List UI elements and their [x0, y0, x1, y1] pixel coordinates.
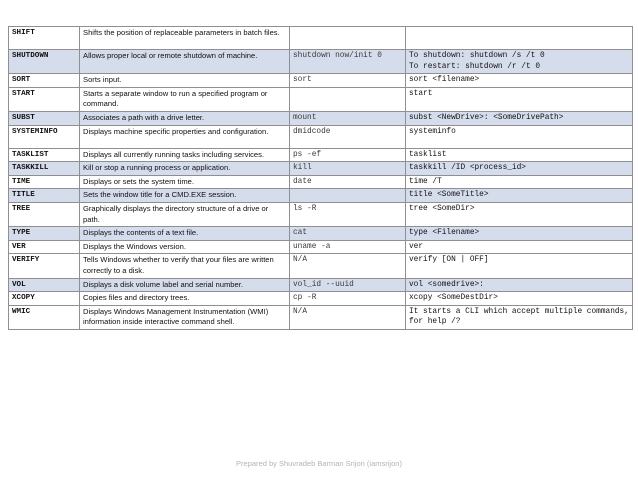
windows-usage-cell — [406, 202, 633, 226]
command-name-cell: TITLE — [9, 189, 80, 203]
command-description-cell: Allows proper local or remote shutdown of machine. — [80, 50, 290, 74]
windows-usage-line: start — [409, 89, 433, 98]
windows-usage-cell — [406, 305, 633, 329]
unix-equivalent-cell: date — [290, 175, 406, 189]
windows-usage-cell — [406, 292, 633, 306]
windows-usage-cell — [406, 240, 633, 254]
windows-usage-cell — [406, 254, 633, 278]
table-row — [9, 292, 633, 306]
unix-equivalent-cell: cat — [290, 227, 406, 241]
command-name-cell: SORT — [9, 74, 80, 88]
windows-usage-line: type <Filename> — [409, 229, 480, 238]
unix-equivalent-cell — [290, 27, 406, 50]
command-name-cell: TIME — [9, 175, 80, 189]
table-row — [9, 305, 633, 329]
windows-usage-cell — [406, 125, 633, 148]
command-name-cell: TASKKILL — [9, 162, 80, 176]
unix-equivalent-cell: uname -a — [290, 240, 406, 254]
unix-equivalent-cell: N/A — [290, 254, 406, 278]
windows-usage-line: To shutdown: shutdown /s /t 0 — [409, 52, 545, 60]
command-description-cell: Tells Windows whether to verify that your files are written correctly to a disk. — [80, 254, 290, 278]
table-row — [9, 254, 633, 278]
windows-usage-line: tree <SomeDir> — [409, 204, 475, 213]
unix-equivalent-cell — [290, 87, 406, 111]
unix-equivalent-cell: dmidcode — [290, 125, 406, 148]
command-description-cell: Sets the window title for a CMD.EXE session. — [80, 189, 290, 203]
table-row — [9, 27, 633, 50]
windows-usage-line: taskkill /ID <process_id> — [409, 164, 526, 173]
windows-usage-line: sort <filename> — [409, 76, 480, 85]
command-description-cell: Starts a separate window to run a specified program or command. — [80, 87, 290, 111]
command-name-cell: TYPE — [9, 227, 80, 241]
windows-usage-line: title <SomeTitle> — [409, 191, 489, 200]
table-row — [9, 125, 633, 148]
command-description-cell: Associates a path with a drive letter. — [80, 111, 290, 125]
command-name-cell: TASKLIST — [9, 148, 80, 162]
command-name-cell: SHUTDOWN — [9, 50, 80, 74]
windows-usage-cell — [406, 227, 633, 241]
command-description-cell: Displays machine specific properties and configuration. — [80, 125, 290, 148]
table-row — [9, 189, 633, 203]
command-name-cell: TREE — [9, 202, 80, 226]
command-name-cell: VOL — [9, 278, 80, 292]
unix-equivalent-cell: kill — [290, 162, 406, 176]
windows-usage-cell — [406, 27, 633, 50]
command-name-cell: VER — [9, 240, 80, 254]
command-description-cell: Displays or sets the system time. — [80, 175, 290, 189]
windows-usage-cell — [406, 50, 633, 74]
command-description-cell: Displays the Windows version. — [80, 240, 290, 254]
unix-equivalent-cell: shutdown now/init 0 — [290, 50, 406, 74]
table-row — [9, 148, 633, 162]
windows-usage-cell — [406, 87, 633, 111]
table-row — [9, 111, 633, 125]
footer-credit: Prepared by Shuvradeb Barman Srijon (iamsrijon) — [236, 459, 402, 468]
windows-usage-line: verify [ON | OFF] — [409, 256, 489, 265]
unix-equivalent-cell — [290, 189, 406, 203]
table-row — [9, 162, 633, 176]
command-description-cell: Graphically displays the directory structure of a drive or path. — [80, 202, 290, 226]
command-description-cell: Displays the contents of a text file. — [80, 227, 290, 241]
windows-usage-line: subst <NewDrive>: <SomeDrivePath> — [409, 113, 564, 122]
command-name-cell: VERIFY — [9, 254, 80, 278]
windows-usage-line: systeminfo — [409, 127, 456, 136]
command-name-cell: WMIC — [9, 305, 80, 329]
table-row — [9, 74, 633, 88]
command-table — [8, 26, 633, 330]
table-row — [9, 87, 633, 111]
windows-usage-cell — [406, 189, 633, 203]
unix-equivalent-cell: ls -R — [290, 202, 406, 226]
table-row — [9, 50, 633, 74]
command-description-cell: Kill or stop a running process or application. — [80, 162, 290, 176]
table-row — [9, 175, 633, 189]
unix-equivalent-cell: ps -ef — [290, 148, 406, 162]
windows-usage-cell — [406, 74, 633, 88]
windows-usage-cell — [406, 278, 633, 292]
windows-usage-line: time /T — [409, 177, 442, 186]
windows-usage-line: ver — [409, 242, 424, 251]
command-name-cell: SYSTEMINFO — [9, 125, 80, 148]
unix-equivalent-cell: mount — [290, 111, 406, 125]
command-name-cell: SHIFT — [9, 27, 80, 50]
command-name-cell: SUBST — [9, 111, 80, 125]
table-row — [9, 202, 633, 226]
unix-equivalent-cell: cp -R — [290, 292, 406, 306]
command-name-cell: XCOPY — [9, 292, 80, 306]
command-description-cell: Copies files and directory trees. — [80, 292, 290, 306]
command-description-cell: Displays Windows Management Instrumentation (WMI) information inside interactive command shell. — [80, 305, 290, 329]
unix-equivalent-cell: vol_id --uuid — [290, 278, 406, 292]
command-description-cell: Displays a disk volume label and serial number. — [80, 278, 290, 292]
windows-usage-cell — [406, 148, 633, 162]
command-table-body — [9, 27, 633, 330]
table-row — [9, 278, 633, 292]
windows-usage-cell — [406, 111, 633, 125]
windows-usage-line: It starts a CLI which accept multiple commands, for help /? — [409, 307, 629, 327]
windows-usage-cell — [406, 162, 633, 176]
command-description-cell: Displays all currently running tasks including services. — [80, 148, 290, 162]
windows-usage-line: xcopy <SomeDestDir> — [409, 294, 498, 303]
unix-equivalent-cell: sort — [290, 74, 406, 88]
command-description-cell: Sorts input. — [80, 74, 290, 88]
table-row — [9, 227, 633, 241]
windows-usage-line: vol <somedrive>: — [409, 280, 484, 289]
windows-usage-line: To restart: shutdown /r /t 0 — [409, 62, 541, 71]
command-description-cell: Shifts the position of replaceable parameters in batch files. — [80, 27, 290, 50]
table-row — [9, 240, 633, 254]
unix-equivalent-cell: N/A — [290, 305, 406, 329]
windows-usage-cell — [406, 175, 633, 189]
windows-usage-line: tasklist — [409, 150, 447, 159]
command-name-cell: START — [9, 87, 80, 111]
